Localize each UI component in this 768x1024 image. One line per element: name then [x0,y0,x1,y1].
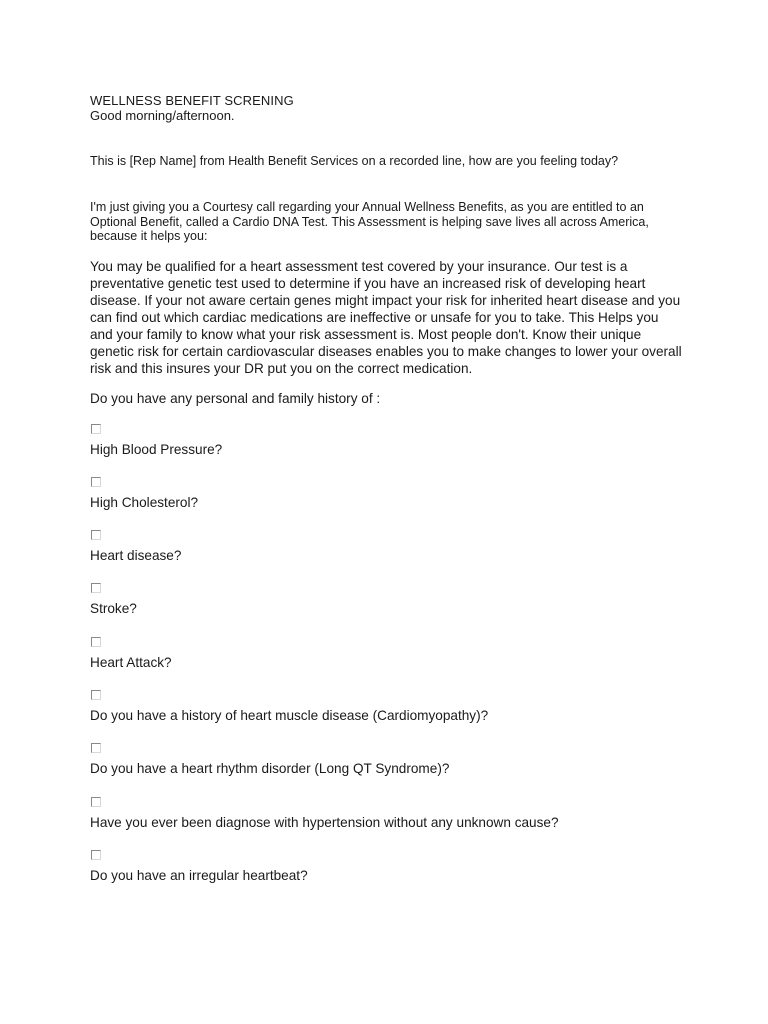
checkbox[interactable] [91,424,101,434]
checklist-item [90,525,690,578]
checklist-item [90,578,690,631]
checklist-item-label: Heart Attack? [90,654,172,670]
greeting-text: Good morning/afternoon. [90,108,235,123]
checklist-item [90,845,690,898]
qualify-paragraph: You may be qualified for a heart assessment test covered by your insurance. Our test is a preventative genetic test used to determine if you have an increased risk of developing heart disease. If your not aware certain genes might impact your risk for inherited heart disease and you can find out which cardiac medications are ineffective or unsafe for you to take. This Helps you and your family to know what your risk assessment is. Most people don't. Know their unique genetic risk for certain cardiovascular diseases enables you to make changes to lower your overall risk and this insures your DR put you on the correct medication. [90,258,682,376]
checkbox[interactable] [91,530,101,540]
intro-paragraph: This is [Rep Name] from Health Benefit Services on a recorded line, how are you feeling today? [90,154,619,168]
checklist-item [90,632,690,685]
courtesy-paragraph: I'm just giving you a Courtesy call regarding your Annual Wellness Benefits, as you are entitled to an Optional Benefit, called a Cardio DNA Test. This Assessment is helping save lives all across America, because it helps you: [90,200,649,243]
checkbox[interactable] [91,690,101,700]
checklist-item [90,472,690,525]
checklist-item-label: Do you have a history of heart muscle disease (Cardiomyopathy)? [90,707,489,723]
history-checklist [90,419,690,899]
checklist-item-label: Do you have an irregular heartbeat? [90,867,308,883]
checklist-item [90,792,690,845]
checklist-item-label: Stroke? [90,601,137,617]
checkbox[interactable] [91,850,101,860]
checklist-item-label: High Blood Pressure? [90,441,223,457]
checklist-item-label: Heart disease? [90,548,182,564]
checklist-item-label: Do you have a heart rhythm disorder (Long QT Syndrome)? [90,761,450,777]
checklist-item-label: Have you ever been diagnose with hypertension without any unknown cause? [90,814,559,830]
document-page [90,93,690,898]
checkbox[interactable] [91,743,101,753]
history-question: Do you have any personal and family history of : [90,390,381,406]
checklist-item [90,419,690,472]
checkbox[interactable] [91,583,101,593]
document-title: WELLNESS BENEFIT SCRENING [90,93,294,108]
checklist-item [90,738,690,791]
checklist-item-label: High Cholesterol? [90,494,199,510]
checkbox[interactable] [91,637,101,647]
checklist-item [90,685,690,738]
checkbox[interactable] [91,477,101,487]
checkbox[interactable] [91,797,101,807]
